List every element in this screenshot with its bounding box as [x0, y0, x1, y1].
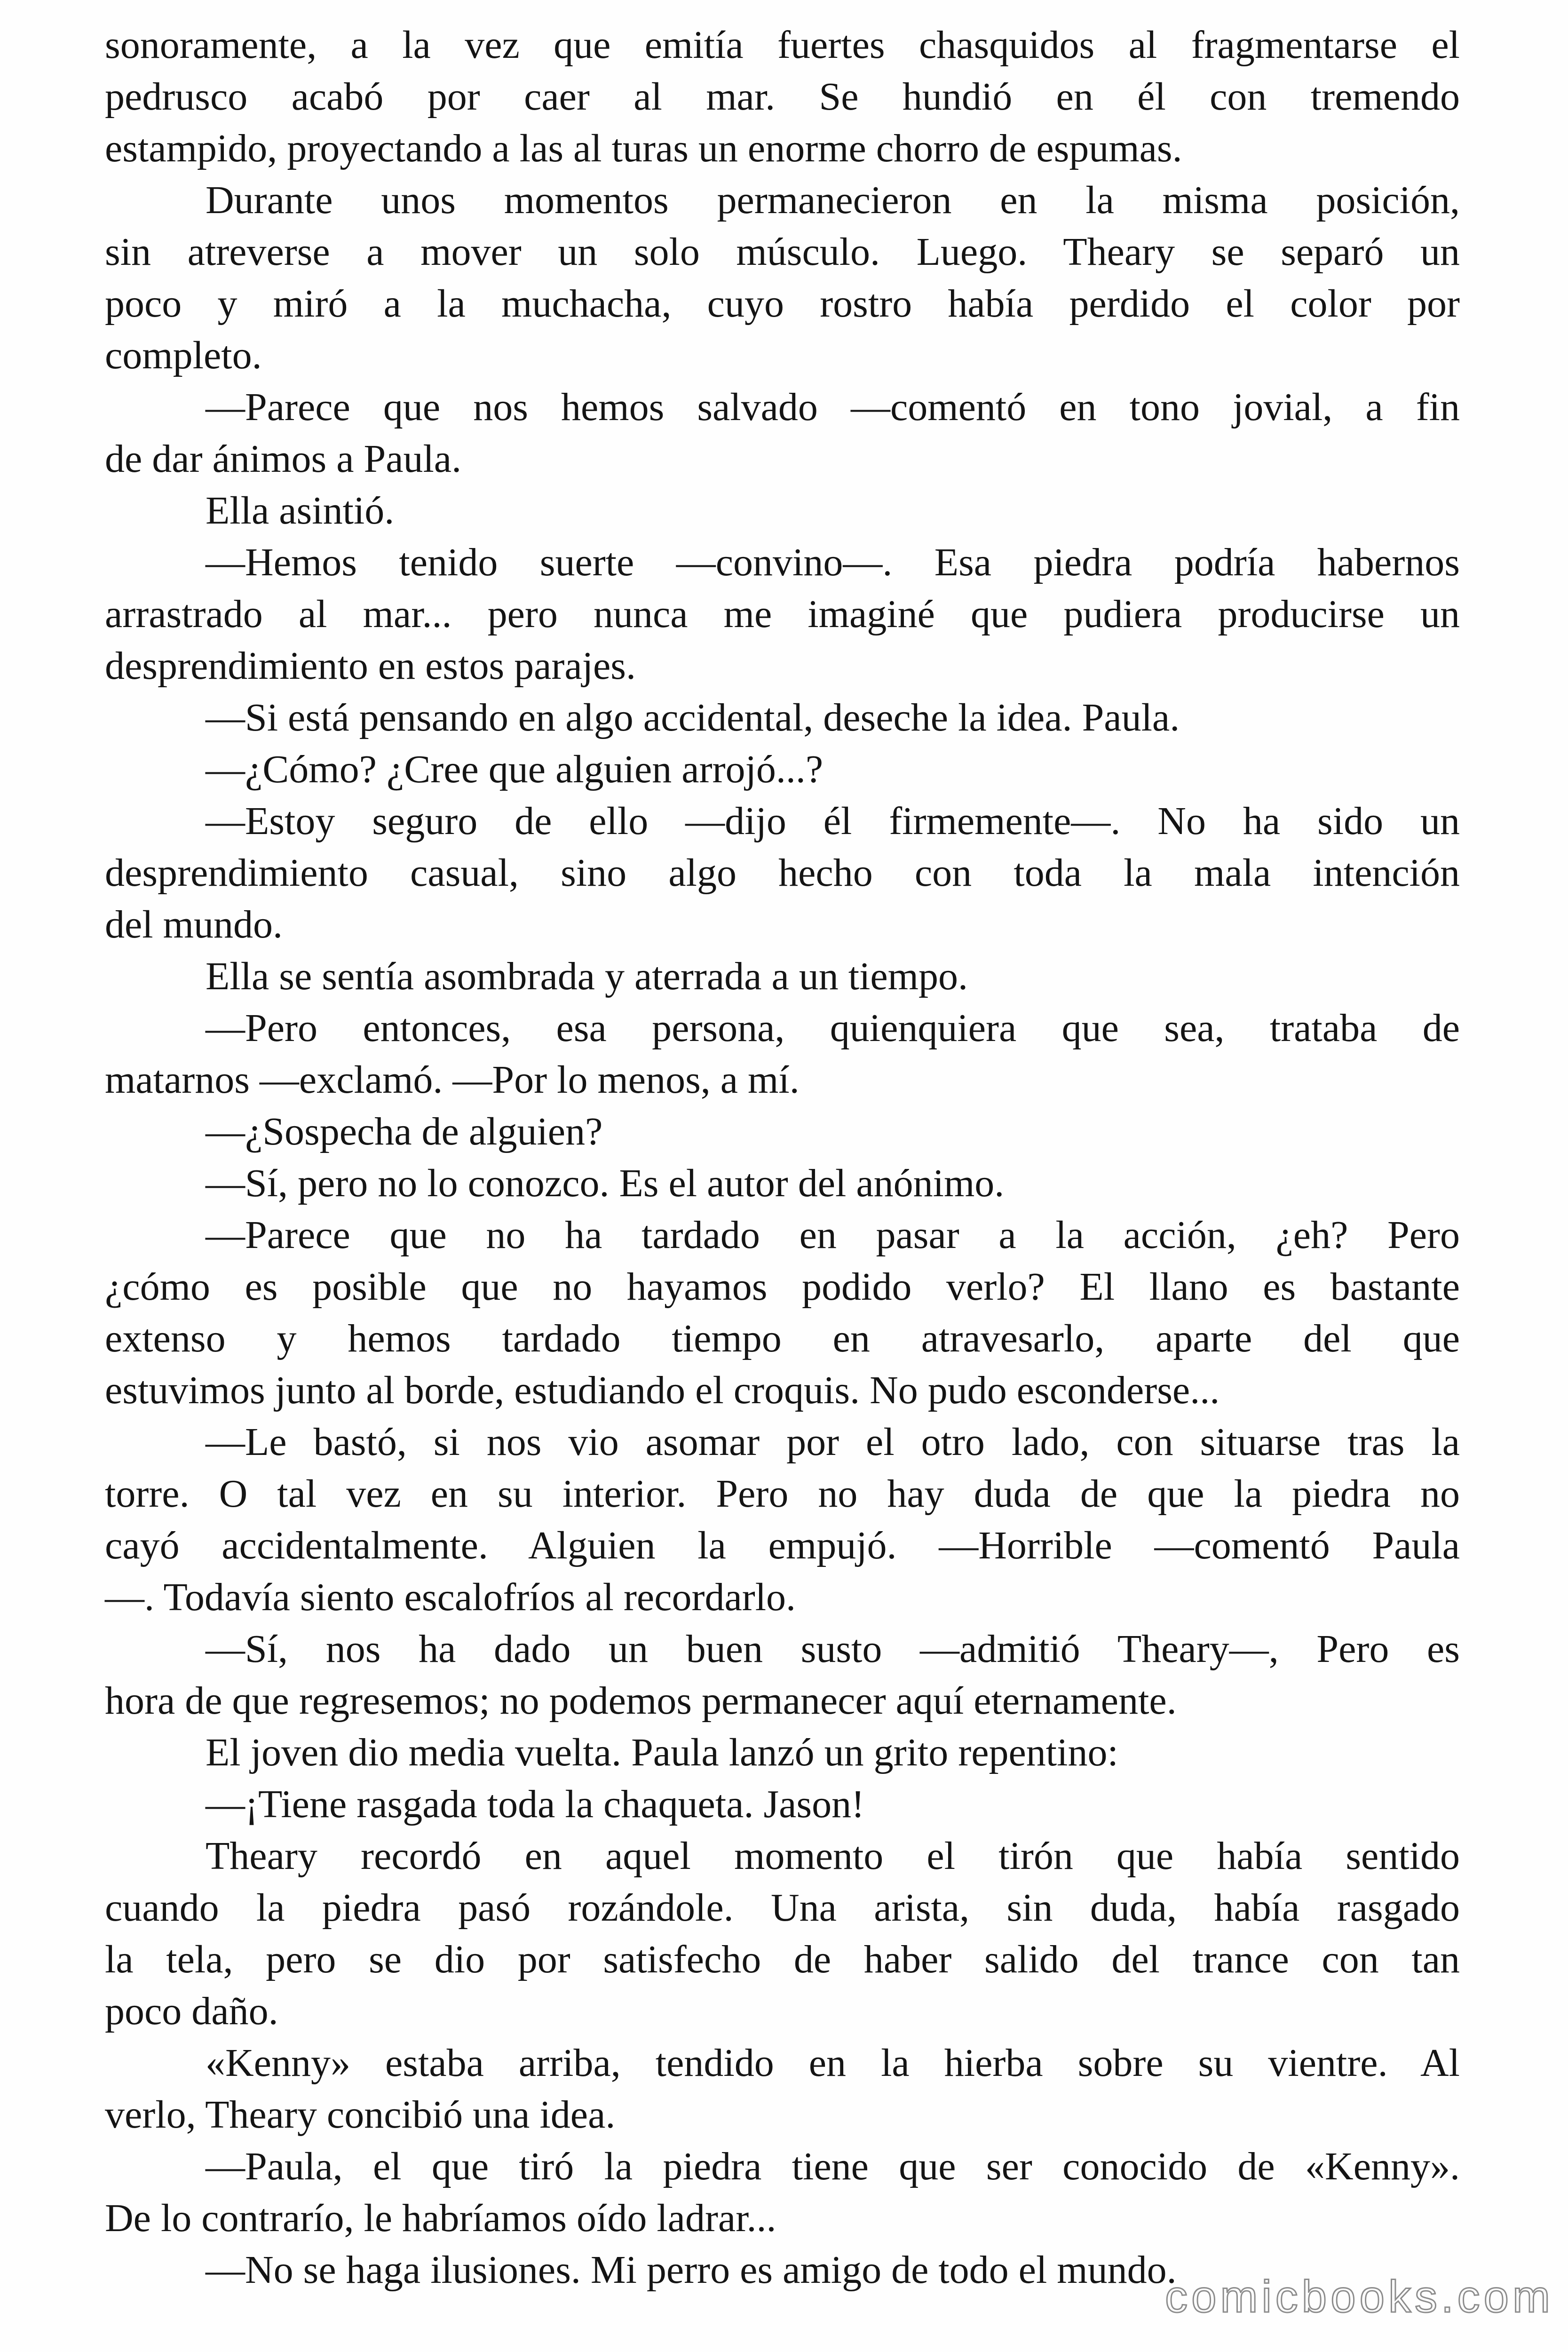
body-text: [105, 19, 1460, 2296]
text-line: De lo contrarío, le habríamos oído ladrar...: [105, 2196, 776, 2240]
text-line: —Sí, pero no lo conozco. Es el autor del anónimo.: [206, 1161, 1005, 1205]
text-line: extenso y hemos tardado tiempo en atravesarlo, aparte del que: [105, 1317, 1460, 1360]
paragraph: [105, 2037, 1460, 2141]
text-line: sonoramente, a la vez que emitía fuertes chasquidos al fragmentarse el: [105, 23, 1460, 67]
paragraph: [105, 744, 1460, 795]
paragraph: [105, 485, 1460, 537]
text-line: cuando la piedra pasó rozándole. Una arista, sin duda, había rasgado: [105, 1886, 1460, 1930]
text-line: —. Todavía siento escalofríos al recordarlo.: [105, 1575, 796, 1619]
text-line: —Si está pensando en algo accidental, deseche la idea. Paula.: [206, 696, 1180, 739]
paragraph: [105, 537, 1460, 692]
text-line: El joven dio media vuelta. Paula lanzó un grito repentino:: [206, 1731, 1118, 1774]
text-line: Ella asintió.: [206, 489, 395, 532]
text-line: cayó accidentalmente. Alguien la empujó. —Horrible —comentó Paula: [105, 1524, 1460, 1567]
text-line: completo.: [105, 334, 262, 377]
paragraph: [105, 1416, 1460, 1623]
text-line: sin atreverse a mover un solo músculo. Luego. Theary se separó un: [105, 230, 1460, 274]
paragraph: [105, 1830, 1460, 2037]
text-line: hora de que regresemos; no podemos permanecer aquí eternamente.: [105, 1679, 1177, 1723]
text-line: —No se haga ilusiones. Mi perro es amigo de todo el mundo.: [206, 2248, 1177, 2292]
paragraph: [105, 951, 1460, 1002]
text-line: verlo, Theary concibió una idea.: [105, 2093, 616, 2137]
paragraph: [105, 1209, 1460, 1416]
paragraph: [105, 175, 1460, 381]
text-line: —¿Cómo? ¿Cree que alguien arrojó...?: [206, 747, 824, 791]
text-line: —Hemos tenido suerte —convino—. Esa piedra podría habernos: [206, 540, 1460, 584]
text-line: «Kenny» estaba arriba, tendido en la hierba sobre su vientre. Al: [206, 2041, 1460, 2085]
watermark-logo: comicbooks.com: [1165, 2272, 1554, 2322]
paragraph: [105, 1002, 1460, 1106]
paragraph: [105, 381, 1460, 485]
paragraph: [105, 1727, 1460, 1779]
text-line: de dar ánimos a Paula.: [105, 437, 462, 481]
text-line: —Le bastó, si nos vio asomar por el otro lado, con situarse tras la: [206, 1420, 1460, 1464]
text-line: pedrusco acabó por caer al mar. Se hundió en él con tremendo: [105, 75, 1460, 119]
paragraph: [105, 19, 1460, 175]
text-line: matarnos —exclamó. —Por lo menos, a mí.: [105, 1058, 800, 1102]
text-line: —Sí, nos ha dado un buen susto —admitió Theary—, Pero es: [206, 1627, 1460, 1671]
text-line: Ella se sentía asombrada y aterrada a un tiempo.: [206, 954, 968, 998]
text-line: poco daño.: [105, 1989, 278, 2033]
text-line: Durante unos momentos permanecieron en la misma posición,: [206, 178, 1460, 222]
paragraph: [105, 1779, 1460, 1830]
paragraph: [105, 1623, 1460, 1727]
paragraph: [105, 692, 1460, 744]
text-line: desprendimiento en estos parajes.: [105, 644, 636, 688]
paragraph: [105, 1158, 1460, 1209]
text-line: —Parece que no ha tardado en pasar a la acción, ¿eh? Pero: [206, 1213, 1460, 1257]
text-line: —Estoy seguro de ello —dijo él firmemente—. No ha sido un: [206, 799, 1460, 843]
text-line: la tela, pero se dio por satisfecho de haber salido del trance con tan: [105, 1938, 1460, 1981]
text-line: desprendimiento casual, sino algo hecho con toda la mala intención: [105, 851, 1460, 895]
paragraph: [105, 1106, 1460, 1158]
paragraph: [105, 795, 1460, 951]
text-line: —¡Tiene rasgada toda la chaqueta. Jason!: [206, 1782, 865, 1826]
text-line: estampido, proyectando a las al turas un enorme chorro de espumas.: [105, 127, 1182, 170]
text-line: —Pero entonces, esa persona, quienquiera que sea, trataba de: [206, 1006, 1460, 1050]
text-line: Theary recordó en aquel momento el tirón que había sentido: [206, 1834, 1460, 1878]
text-line: —Paula, el que tiró la piedra tiene que ser conocido de «Kenny».: [206, 2145, 1460, 2188]
text-line: torre. O tal vez en su interior. Pero no hay duda de que la piedra no: [105, 1472, 1460, 1516]
text-line: ¿cómo es posible que no hayamos podido verlo? El llano es bastante: [105, 1265, 1460, 1309]
text-line: poco y miró a la muchacha, cuyo rostro había perdido el color por: [105, 282, 1460, 326]
paragraph: [105, 2141, 1460, 2244]
text-line: —¿Sospecha de alguien?: [206, 1110, 603, 1153]
text-line: —Parece que nos hemos salvado —comentó en tono jovial, a fin: [206, 385, 1460, 429]
text-line: estuvimos junto al borde, estudiando el croquis. No pudo esconderse...: [105, 1368, 1220, 1412]
text-line: del mundo.: [105, 903, 283, 946]
text-line: arrastrado al mar... pero nunca me imaginé que pudiera producirse un: [105, 592, 1460, 636]
